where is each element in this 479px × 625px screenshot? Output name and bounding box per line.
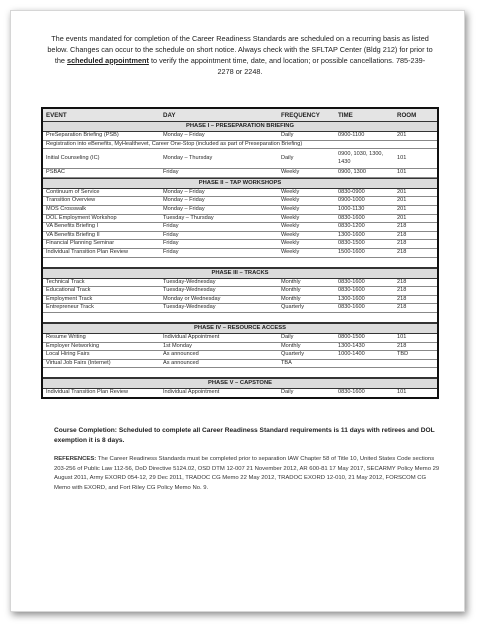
cell-event: Financial Planning Seminar <box>46 240 115 247</box>
cell-day: Monday – Friday <box>163 197 205 204</box>
cell-event: Continuum of Service <box>46 188 100 195</box>
cell-event: Local Hiring Fairs <box>46 351 90 358</box>
cell-event: Individual Transition Plan Review <box>46 248 129 255</box>
cell-day: Friday <box>163 248 179 255</box>
cell-time: 0900-1000 <box>338 197 365 204</box>
cell-time: 0800-1500 <box>338 333 365 340</box>
cell-frequency: Weekly <box>281 169 300 176</box>
cell-frequency: Weekly <box>281 205 300 212</box>
cell-day: Friday <box>163 231 179 238</box>
cell-frequency: Weekly <box>281 214 300 221</box>
table-row <box>43 132 437 141</box>
table-row <box>43 351 437 360</box>
cell-time: 1000-1400 <box>338 351 365 358</box>
table-row <box>43 334 437 343</box>
cell-frequency: Weekly <box>281 231 300 238</box>
cell-day: Monday – Friday <box>163 132 205 138</box>
cell-time: 0830-1600 <box>338 389 365 396</box>
cell-room: 218 <box>397 223 407 230</box>
table-row <box>43 287 437 296</box>
cell-frequency: Monthly <box>281 295 301 302</box>
cell-time: 1000-1130 <box>338 205 365 212</box>
cell-event: VA Benefits Briefing I <box>46 223 99 230</box>
table-spacer <box>43 313 437 323</box>
cell-event: Employer Networking <box>46 342 100 349</box>
cell-event: Virtual Job Fairs (Internet) <box>46 359 111 366</box>
cell-frequency: Weekly <box>281 240 300 247</box>
cell-frequency: Daily <box>281 333 294 340</box>
cell-event: MOS Crosswalk <box>46 205 87 212</box>
cell-room: 201 <box>397 205 407 212</box>
header-frequency: FREQUENCY <box>281 111 320 119</box>
cell-day: 1st Monday <box>163 342 192 349</box>
intro-text-start: The events mandated for completion of the Career Readiness Standards are scheduled on a recurring basis as listed below. Changes can occur to the schedule on short notice. Always check with the SFLTAP Center (Bldg 212) for prior to the <box>47 34 433 65</box>
cell-day: Friday <box>163 169 179 176</box>
cell-event: VA Benefits Briefing II <box>46 231 100 238</box>
table-row <box>43 215 437 224</box>
references-label: REFERENCES: <box>54 456 97 462</box>
table-row <box>43 189 437 198</box>
cell-frequency: Weekly <box>281 197 300 204</box>
cell-day: Monday – Friday <box>163 188 205 195</box>
table-row <box>43 232 437 241</box>
cell-frequency: Daily <box>281 154 294 161</box>
cell-time: 0900, 1030, 1300, 1430 <box>338 151 384 165</box>
header-time: TIME <box>338 111 353 119</box>
cell-day: Monday – Thursday <box>163 154 213 161</box>
cell-room: 101 <box>397 333 407 340</box>
table-row <box>43 360 437 369</box>
cell-event: Resume Writing <box>46 333 86 340</box>
cell-time: 0830-1600 <box>338 214 365 221</box>
cell-day: Friday <box>163 223 179 230</box>
cell-frequency: Monthly <box>281 278 301 285</box>
cell-event: Educational Track <box>46 287 91 294</box>
cell-event: PSBAC <box>46 169 65 176</box>
cell-event: Employment Track <box>46 295 93 302</box>
cell-frequency: Daily <box>281 389 294 396</box>
cell-time: 1500-1600 <box>338 248 365 255</box>
cell-time: 0830-1500 <box>338 240 365 247</box>
scheduled-appointment-link[interactable]: scheduled appointment <box>67 56 149 65</box>
cell-event: Entrepreneur Track <box>46 304 94 311</box>
cell-frequency: Weekly <box>281 223 300 230</box>
header-event: EVENT <box>46 111 67 119</box>
cell-day: Monday – Friday <box>163 205 205 212</box>
cell-event: Individual Transition Plan Review <box>46 389 129 396</box>
cell-frequency: Weekly <box>281 188 300 195</box>
cell-room: 201 <box>397 214 407 221</box>
cell-frequency: Monthly <box>281 342 301 349</box>
cell-day: Tuesday-Wednesday <box>163 278 216 285</box>
cell-frequency: Weekly <box>281 248 300 255</box>
cell-time: 0830-1200 <box>338 223 365 230</box>
cell-day: Monday or Wednesday <box>163 295 221 302</box>
table-spacer <box>43 258 437 268</box>
cell-room: 218 <box>397 342 407 349</box>
table-row <box>43 249 437 258</box>
table-row <box>43 206 437 215</box>
table-spacer <box>43 368 437 378</box>
cell-frequency: Monthly <box>281 287 301 294</box>
table-row <box>43 279 437 288</box>
cell-time: 0900, 1300 <box>338 169 366 176</box>
cell-time: 1300-1430 <box>338 342 365 349</box>
phase-3-title: PHASE III – TRACKS <box>43 268 437 279</box>
cell-day: As announced <box>163 351 199 358</box>
cell-room: TBD <box>397 351 409 358</box>
cell-room: 201 <box>397 132 407 138</box>
cell-room: 201 <box>397 188 407 195</box>
references-paragraph <box>54 455 442 494</box>
cell-event: Initial Counseling (IC) <box>46 154 100 161</box>
table-header-row <box>43 109 437 122</box>
document-page <box>10 10 465 612</box>
table-row <box>43 223 437 232</box>
cell-frequency: Daily <box>281 132 294 138</box>
cell-room: 201 <box>397 197 407 204</box>
schedule-table <box>41 107 439 399</box>
table-row <box>43 343 437 352</box>
table-row <box>43 240 437 249</box>
cell-time: 0830-1600 <box>338 287 365 294</box>
cell-room: 101 <box>397 169 407 176</box>
course-completion-text: Course Completion: Scheduled to complete all Career Readiness Standard requirements is 11 days with retirees and DOL exemption it is 8 days. <box>54 427 435 444</box>
cell-event: Transition Overview <box>46 197 96 204</box>
cell-time: 0900-1100 <box>338 132 365 138</box>
registration-note: Registration into eBenefits, MyHealthevet, Career One-Stop (included as part of Preseparation Briefing) <box>43 141 437 150</box>
table-row <box>43 149 437 169</box>
cell-room: 101 <box>397 154 407 161</box>
cell-event: PreSeparation Briefing (PSB) <box>46 132 119 138</box>
cell-event: DOL Employment Workshop <box>46 214 117 221</box>
table-row <box>43 197 437 206</box>
table-row <box>43 296 437 305</box>
cell-frequency: TBA <box>281 359 292 366</box>
cell-room: 218 <box>397 295 407 302</box>
cell-day: Friday <box>163 240 179 247</box>
cell-day: Individual Appointment <box>163 333 220 340</box>
phase-2-title: PHASE II – TAP WORKSHOPS <box>43 178 437 189</box>
intro-text-end: to verify the appointment time, date, and location; or possible cancellations. 785-239-2278 or 2248. <box>150 56 426 76</box>
cell-day: Tuesday – Thursday <box>163 214 214 221</box>
cell-room: 218 <box>397 287 407 294</box>
cell-frequency: Quarterly <box>281 351 305 358</box>
cell-time: 1300-1600 <box>338 295 365 302</box>
cell-time: 0830-1600 <box>338 278 365 285</box>
cell-time: 1300-1600 <box>338 231 365 238</box>
phase-1-title: PHASE I – PRESEPARATION BRIEFING <box>43 122 437 132</box>
references-text: The Career Readiness Standards must be completed prior to separation IAW Chapter 58 of Title 10, United States Code sections 203-256 of Public Law 112-56, DoD Directive 5124.02, OSD DTM 12-007 21 November 2012, AR 600-81 17 May 2017, SECARMY Policy Memo 29 August 2011, Army EXORD 054-12, 29 Dec 2011, TRADOC CG Memo 22 May 2012, TRADOC EXORD 12-010, 21 May 2012, FORSCOM CG Memo with EXORD, and Fort Riley CG Policy Memo No. 9. <box>54 456 440 492</box>
header-day: DAY <box>163 111 176 119</box>
cell-frequency: Quarterly <box>281 304 305 311</box>
cell-room: 218 <box>397 278 407 285</box>
cell-day: As announced <box>163 359 199 366</box>
cell-room: 101 <box>397 389 407 396</box>
table-row <box>43 389 437 397</box>
cell-room: 218 <box>397 240 407 247</box>
table-row <box>43 169 437 178</box>
cell-room: 218 <box>397 231 407 238</box>
cell-day: Individual Appointment <box>163 389 220 396</box>
cell-time: 0830-1600 <box>338 304 365 311</box>
phase-5-title: PHASE V – CAPSTONE <box>43 378 437 389</box>
intro-paragraph <box>47 33 433 77</box>
phase-4-title: PHASE IV – RESOURCE ACCESS <box>43 323 437 334</box>
cell-time: 0830-0900 <box>338 188 365 195</box>
cell-day: Tuesday-Wednesday <box>163 304 216 311</box>
header-room: ROOM <box>397 111 417 119</box>
table-row <box>43 304 437 313</box>
cell-event: Technical Track <box>46 278 85 285</box>
cell-day: Tuesday-Wednesday <box>163 287 216 294</box>
cell-room: 218 <box>397 304 407 311</box>
cell-room: 218 <box>397 248 407 255</box>
